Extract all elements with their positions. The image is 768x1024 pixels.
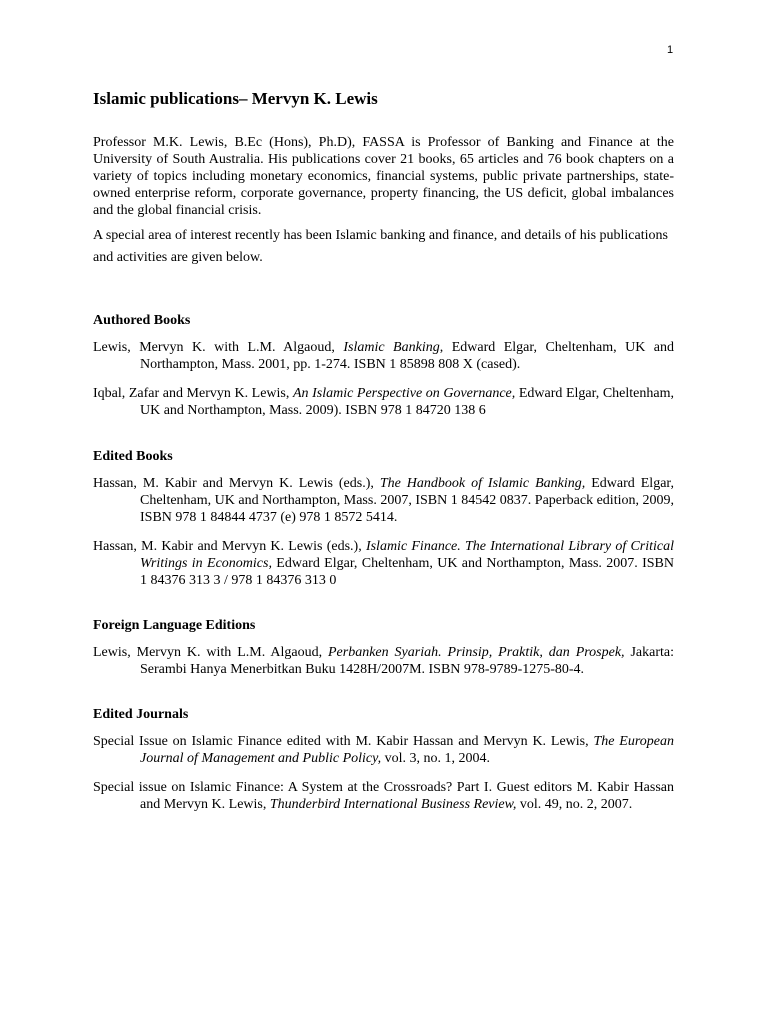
page-number: 1 [667,44,674,56]
bibliography-entry: Hassan, M. Kabir and Mervyn K. Lewis (eds.), Islamic Finance. The International Library of Critical Writings in Economics, Edward Elgar, Cheltenham, UK and Northampton, Mass. 2007. ISBN 1 84376 313 3 / 978 1 84376 313 0 [93,539,675,588]
bibliography-entry: Iqbal, Zafar and Mervyn K. Lewis, An Islamic Perspective on Governance, Edward Elgar, Cheltenham, UK and Northampton, Mass. 2009). ISBN 978 1 84720 138 6 [93,386,674,418]
bibliography-entry: Lewis, Mervyn K. with L.M. Algaoud, Perbanken Syariah. Prinsip, Praktik, dan Prospek, Jakarta: Serambi Hanya Menerbitkan Buku 1428H/2007M. ISBN 978-9789-1275-80-4. [93,645,675,677]
page-title: Islamic publications– Mervyn K. Lewis [93,89,378,108]
document-body [93,88,674,813]
section-heading-foreign-language-editions: Foreign Language Editions [93,618,256,633]
intro-paragraph-2: A special area of interest recently has been Islamic banking and finance, and details of his publications and activities are given below. [93,228,668,265]
bibliography-entry: Lewis, Mervyn K. with L.M. Algaoud, Islamic Banking, Edward Elgar, Cheltenham, UK and Northampton, Mass. 2001, pp. 1-274. ISBN 1 85898 808 X (cased). [93,340,674,372]
intro-paragraph-1: Professor M.K. Lewis, B.Ec (Hons), Ph.D), FASSA is Professor of Banking and Finance at the University of South Australia. His publications cover 21 books, 65 articles and 76 book chapters on a variety of topics including monetary economics, financial systems, public private partnerships, state-owned enterprise reform, corporate governance, property financing, the US deficit, global imbalances and the global financial crisis. [93,135,674,218]
bibliography-entry: Special Issue on Islamic Finance edited with M. Kabir Hassan and Mervyn K. Lewis, The European Journal of Management and Public Policy, vol. 3, no. 1, 2004. [93,734,674,766]
bibliography-entry: Hassan, M. Kabir and Mervyn K. Lewis (eds.), The Handbook of Islamic Banking, Edward Elgar, Cheltenham, UK and Northampton, Mass. 2007, ISBN 1 84542 0837. Paperback edition, 2009, ISBN 978 1 84844 4737 (e) 978 1 8572 5414. [93,476,675,525]
section-heading-authored-books: Authored Books [93,313,191,328]
bibliography-entry: Special issue on Islamic Finance: A System at the Crossroads? Part I. Guest editors M. Kabir Hassan and Mervyn K. Lewis, Thunderbird International Business Review, vol. 49, no. 2, 2007. [93,780,674,812]
section-heading-edited-books: Edited Books [93,449,173,464]
section-heading-edited-journals: Edited Journals [93,707,189,722]
